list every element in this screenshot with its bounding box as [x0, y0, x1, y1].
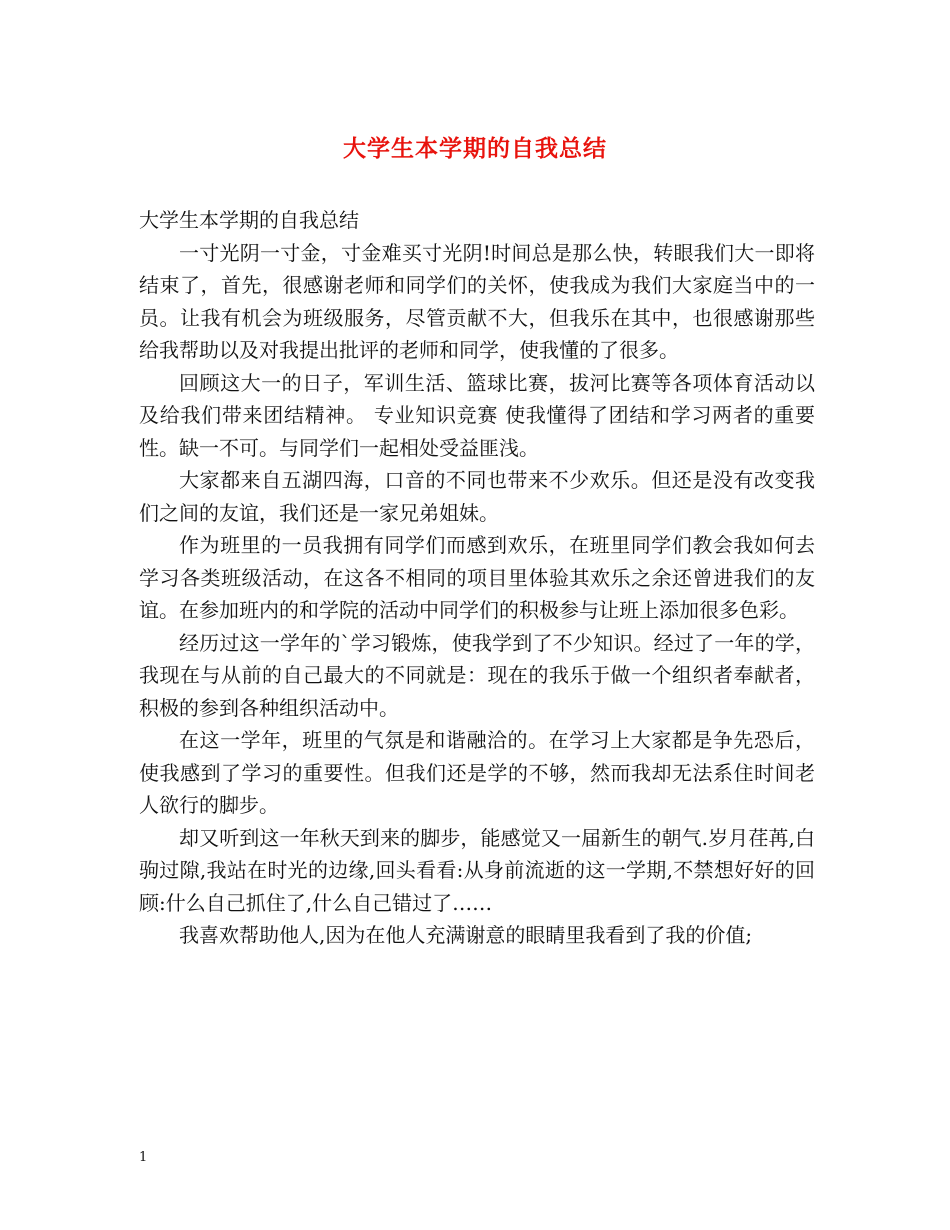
paragraph-6: 在这一学年，班里的气氛是和谐融洽的。在学习上大家都是争先恐后，使我感到了学习的重要性。但我们还是学的不够，然而我却无法系住时间老人欲行的脚步。: [139, 728, 815, 817]
document-title: 大学生本学期的自我总结: [343, 135, 607, 162]
paragraph-2: 回顾这大一的日子，军训生活、篮球比赛，拔河比赛等各项体育活动以及给我们带来团结精神。 专业知识竞赛 使我懂得了团结和学习两者的重要性。缺一不可。与同学们一起相处受益匪浅。: [139, 370, 815, 460]
document-subtitle: 大学生本学期的自我总结: [139, 208, 359, 232]
paragraph-4: 作为班里的一员我拥有同学们而感到欢乐，在班里同学们教会我如何去学习各类班级活动，在这各不相同的项目里体验其欢乐之余还曾进我们的友谊。在参加班内的和学院的活动中同学们的积极参与让班上添加很多色彩。: [139, 533, 815, 622]
paragraph-1: 一寸光阴一寸金，寸金难买寸光阴!时间总是那么快，转眼我们大一即将结束了，首先，很感谢老师和同学们的关怀，使我成为我们大家庭当中的一员。让我有机会为班级服务，尽管贡献不大，但我乐在其中，也很感谢那些给我帮助以及对我提出批评的老师和同学，使我懂的了很多。: [139, 240, 815, 362]
page-number: 1: [139, 1150, 148, 1165]
paragraph-5: 经历过这一学年的`学习锻炼，使我学到了不少知识。经过了一年的学，我现在与从前的自己最大的不同就是：现在的我乐于做一个组织者奉献者，积极的参到各种组织活动中。: [139, 630, 815, 720]
paragraph-7: 却又听到这一年秋天到来的脚步，能感觉又一届新生的朝气.岁月荏苒,白驹过隙,我站在时光的边缘,回头看看:从身前流逝的这一学期,不禁想好好的回顾:什么自己抓住了,什么自己错过了……: [139, 825, 815, 915]
paragraph-3: 大家都来自五湖四海，口音的不同也带来不少欢乐。但还是没有改变我们之间的友谊，我们还是一家兄弟姐妹。: [139, 468, 815, 525]
document-body: [139, 204, 815, 952]
paragraph-8: 我喜欢帮助他人,因为在他人充满谢意的眼睛里我看到了我的价值;: [179, 923, 753, 947]
